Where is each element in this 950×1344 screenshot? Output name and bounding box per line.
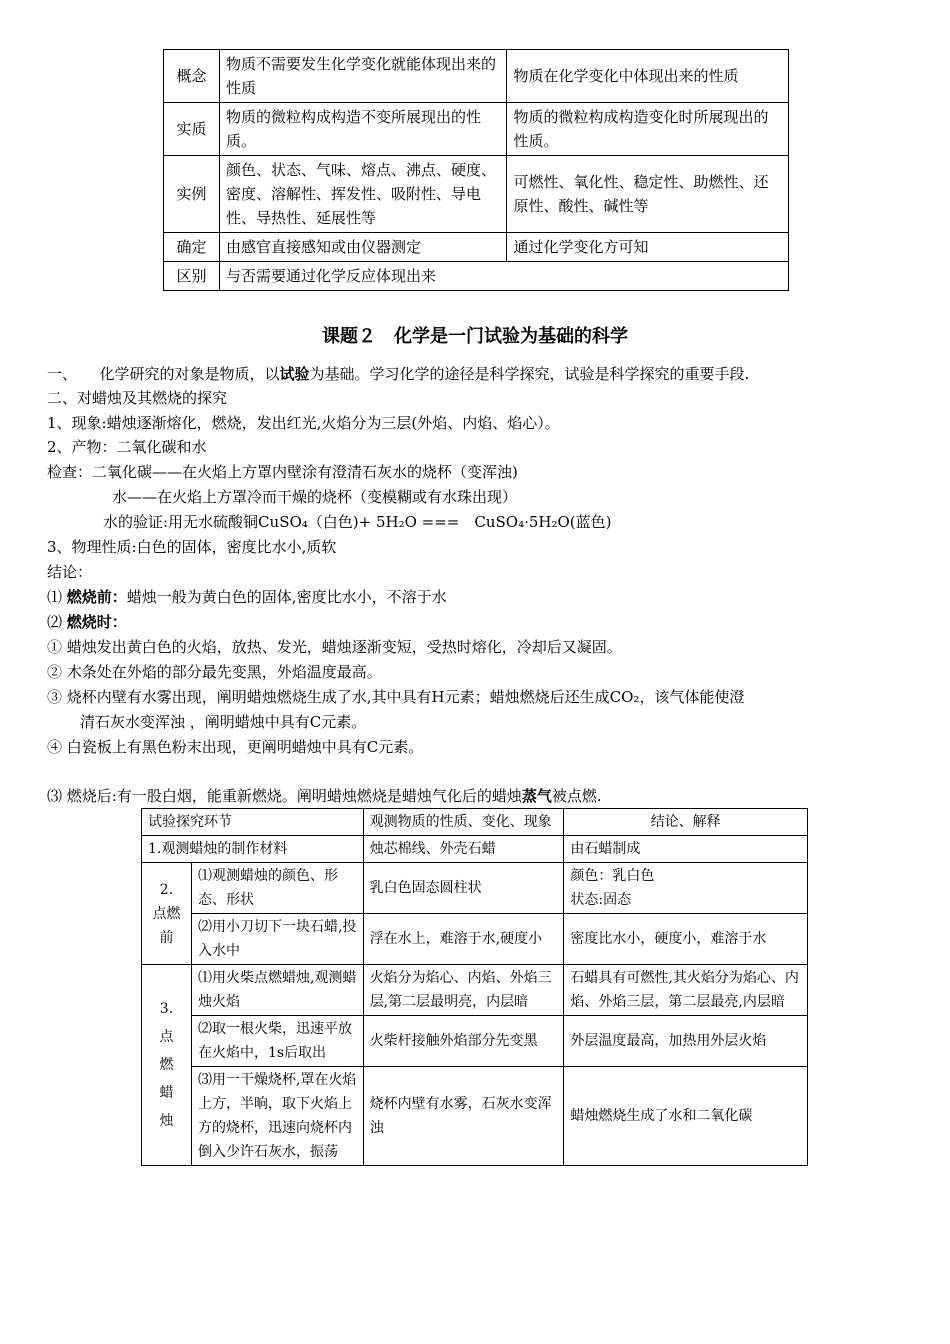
- text-line: 结论：: [47, 563, 93, 581]
- row-label: 实质: [164, 103, 220, 156]
- table-row: [142, 965, 808, 1016]
- step-cell: ⑵取一根火柴，迅速平放在火焰中，1s后取出: [191, 1016, 363, 1067]
- text-line: 水——在火焰上方罩冷而干燥的烧杯（变模糊或有水珠出现）: [112, 488, 518, 506]
- physical-cell: 物质的微粒构成构造不变所展现出的性质。: [219, 103, 507, 156]
- group-label: 2. 点燃 前: [142, 863, 192, 965]
- table-row: [164, 233, 789, 262]
- conclusion-cell: 颜色：乳白色 状态:固态: [564, 863, 808, 914]
- group-label: 3. 点 燃 蜡 烛: [142, 965, 192, 1166]
- bold-text: 燃烧时：: [66, 613, 127, 631]
- text: 为基础。学习化学的途径是科学探究，试验是科学探究的重要手段.: [309, 365, 750, 383]
- observation-cell: 浮在水上，难溶于水,硬度小: [363, 914, 564, 965]
- header-cell: 结论、解释: [564, 809, 808, 836]
- table-row: [164, 50, 789, 103]
- chemical-cell: 通过化学变化方可知: [507, 233, 789, 262]
- observation-cell: 烧杯内壁有水雾，石灰水变浑浊: [363, 1067, 564, 1166]
- observation-cell: 火焰分为焰心、内焰、外焰三层,第二层最明亮，内层暗: [363, 965, 564, 1016]
- observation-cell: 火柴杆接触外焰部分先变黑: [363, 1016, 564, 1067]
- text-line: ① 蜡烛发出黄白色的火焰，放热、发光，蜡烛逐渐变短，受热时熔化，冷却后又凝固。: [47, 638, 622, 656]
- text: ⑴: [47, 588, 67, 606]
- table-row: [142, 914, 808, 965]
- chemical-cell: 物质在化学变化中体现出来的性质: [507, 50, 789, 103]
- text-line: 二、对蜡烛及其燃烧的探究: [47, 389, 228, 407]
- physical-cell: 物质不需要发生化学变化就能体现出来的性质: [219, 50, 507, 103]
- table-header-row: [142, 809, 808, 836]
- text: 被点燃.: [551, 787, 602, 805]
- bold-text: 试验: [279, 365, 310, 383]
- text-line: [47, 611, 127, 633]
- text-line: 清石灰水变浑浊 ，阐明蜡烛中具有C元素。: [80, 713, 367, 731]
- table-row: [142, 1016, 808, 1067]
- text: ⑶ 燃烧后:有一股白烟，能重新燃烧。阐明蜡烛燃烧是蜡烛气化后的蜡烛: [47, 787, 522, 805]
- step-cell: ⑵用小刀切下一块石蜡,投入水中: [191, 914, 363, 965]
- diff-cell: 与否需要通过化学反应体现出来: [219, 262, 788, 291]
- table-row: [164, 156, 789, 233]
- conclusion-cell: 石蜡具有可燃性,其火焰分为焰心、内焰、外焰三层，第二层最亮,内层暗: [564, 965, 808, 1016]
- table-row: [164, 103, 789, 156]
- text-line: ④ 白瓷板上有黑色粉末出现，更阐明蜡烛中具有C元素。: [47, 738, 424, 756]
- text: 蜡烛一般为黄白色的固体,密度比水小，不溶于水: [126, 588, 447, 606]
- observation-cell: 烛芯棉线、外壳石蜡: [363, 836, 564, 863]
- text-line: 2、产物：二氧化碳和水: [47, 438, 207, 456]
- step-cell: ⑴观测蜡烛的颜色、形态、形状: [191, 863, 363, 914]
- text-line: [47, 785, 602, 807]
- text-line: 检查：二氧化碳——在火焰上方罩内壁涂有澄清石灰水的烧杯（变浑浊): [47, 463, 518, 481]
- header-cell: 观测物质的性质、变化、现象: [363, 809, 564, 836]
- conclusion-cell: 密度比水小，硬度小，难溶于水: [564, 914, 808, 965]
- text-line: ③ 烧杯内壁有水雾出现，阐明蜡烛燃烧生成了水,其中具有H元素；蜡烛燃烧后还生成CO₂，该气体能使澄: [47, 688, 745, 706]
- bold-text: 蒸气: [521, 787, 552, 805]
- physical-cell: 颜色、状态、气味、熔点、沸点、硬度、密度、溶解性、挥发性、吸附性、导电性、导热性、延展性等: [219, 156, 507, 233]
- step-cell: ⑴用火柴点燃蜡烛,观测蜡烛火焰: [191, 965, 363, 1016]
- text-line: [47, 363, 749, 385]
- conclusion-cell: 由石蜡制成: [564, 836, 808, 863]
- table-row: [142, 863, 808, 914]
- text-line: 1、现象:蜡烛逐渐熔化，燃烧，发出红光,火焰分为三层(外焰、内焰、焰心）。: [47, 414, 560, 432]
- table-row: [142, 836, 808, 863]
- text: 一、 化学研究的对象是物质，以: [47, 365, 280, 383]
- physical-cell: 由感官直接感知或由仪器测定: [219, 233, 507, 262]
- text-line: ② 木条处在外焰的部分最先变黑，外焰温度最高。: [47, 663, 382, 681]
- chemical-cell: 可燃性、氧化性、稳定性、助燃性、还原性、酸性、碱性等: [507, 156, 789, 233]
- bold-text: 燃烧前：: [66, 588, 127, 606]
- conclusion-cell: 外层温度最高，加热用外层火焰: [564, 1016, 808, 1067]
- conclusion-cell: 蜡烛燃烧生成了水和二氧化碳: [564, 1067, 808, 1166]
- chemical-cell: 物质的微粒构成构造变化时所展现出的性质。: [507, 103, 789, 156]
- row-label: 确定: [164, 233, 220, 262]
- property-comparison-table: [163, 49, 789, 291]
- row-label: 区别: [164, 262, 220, 291]
- experiment-table: [141, 808, 808, 1166]
- section-title: 课题２ 化学是一门试验为基础的科学: [322, 326, 628, 347]
- observation-cell: 乳白色固态圆柱状: [363, 863, 564, 914]
- text-line: 3、物理性质:白色的固体，密度比水小,质软: [47, 538, 337, 556]
- table-row: [164, 262, 789, 291]
- row-label: 概念: [164, 50, 220, 103]
- text: ⑵: [47, 613, 67, 631]
- row-label: 实例: [164, 156, 220, 233]
- header-cell: 试验探究环节: [142, 809, 364, 836]
- table-row: [142, 1067, 808, 1166]
- step-cell: ⑶用一干燥烧杯,罩在火焰上方，半晌，取下火焰上方的烧杯，迅速向烧杯内倒入少许石灰水，振荡: [191, 1067, 363, 1166]
- text-line: 水的验证:用无水硫酸铜CuSO₄（白色)+ 5H₂O === CuSO₄·5H₂O(蓝色): [103, 513, 612, 531]
- step-cell: 1.观测蜡烛的制作材料: [142, 836, 364, 863]
- text-line: [47, 586, 447, 608]
